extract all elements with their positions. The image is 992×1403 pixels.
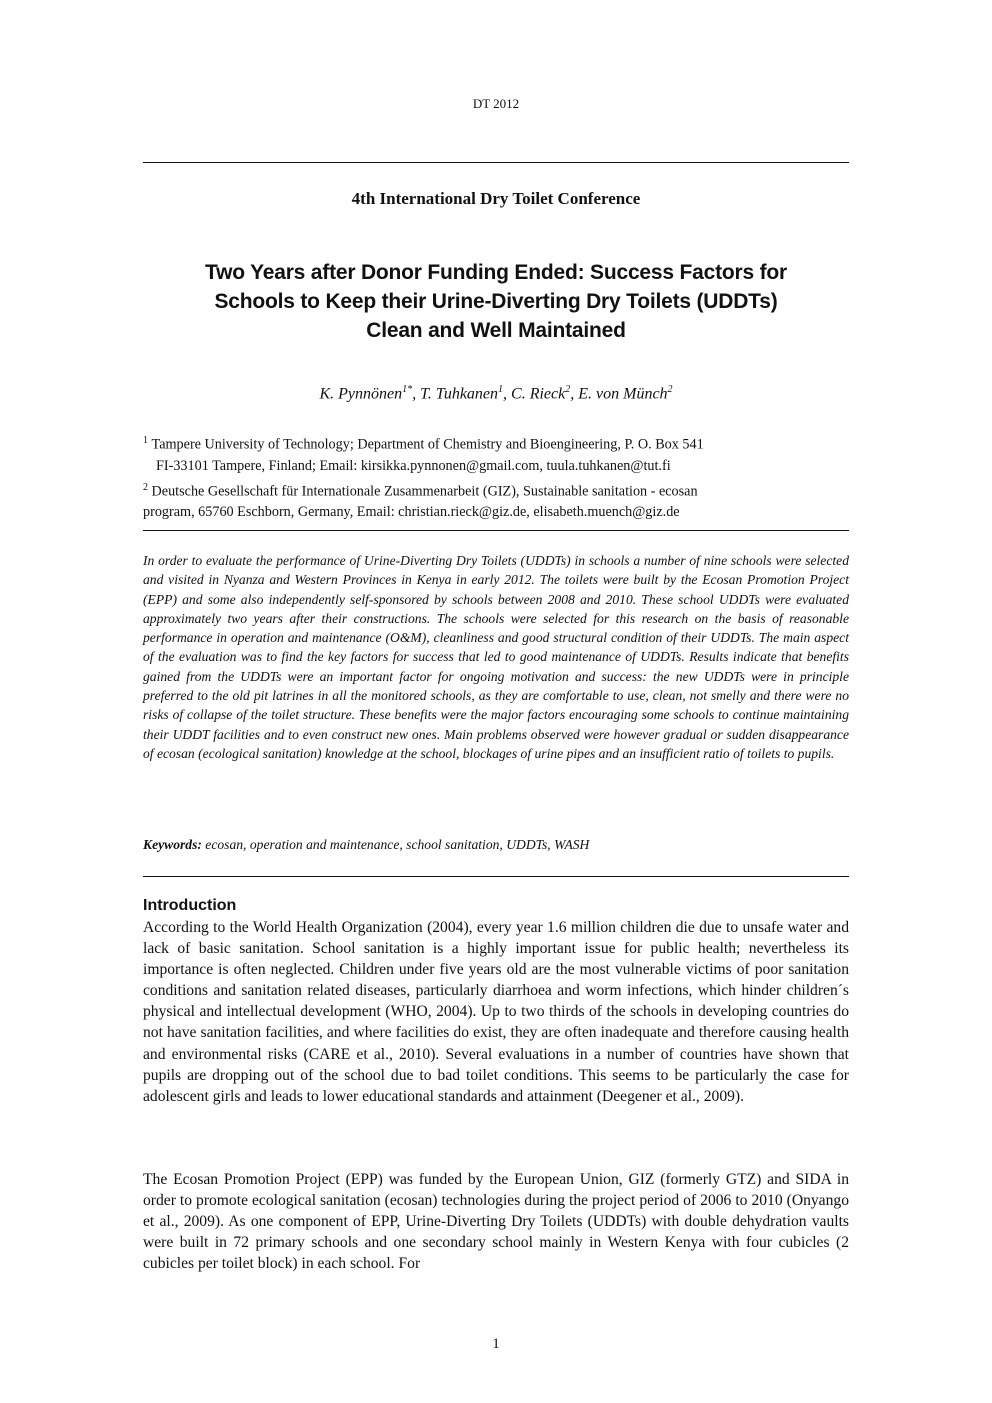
abstract-top-divider: [143, 530, 849, 531]
top-divider: [143, 162, 849, 163]
paper-title-line: Clean and Well Maintained: [366, 319, 626, 342]
author-name: C. Rieck: [511, 385, 566, 403]
paper-title: [143, 258, 849, 345]
abstract-bottom-divider: [143, 876, 849, 877]
author-affiliation-mark: 1: [498, 384, 504, 395]
affiliation-text: Deutsche Gesellschaft für Internationale Zusammenarbeit (GIZ), Sustainable sanitation - ecosan: [151, 483, 698, 500]
affiliation-mark: 1: [143, 435, 148, 446]
affiliation-text: Tampere University of Technology; Department of Chemistry and Bioengineering, P. O. Box 541: [151, 436, 704, 453]
affiliation-line: [143, 430, 849, 456]
paper-title-line: Two Years after Donor Funding Ended: Success Factors for: [205, 261, 787, 284]
affiliation-line: FI-33101 Tampere, Finland; Email: kirsikka.pynnonen@gmail.com, tuula.tuhkanen@tut.fi: [156, 457, 671, 474]
section-heading-introduction: Introduction: [143, 897, 237, 914]
author-affiliation-mark: 2: [667, 384, 673, 395]
affiliation-line: program, 65760 Eschborn, Germany, Email: christian.rieck@giz.de, elisabeth.muench@giz.de: [143, 504, 680, 521]
author-affiliation-mark: 1*: [402, 384, 413, 395]
conference-title: 4th International Dry Toilet Conference: [351, 189, 641, 208]
keywords-text: ecosan, operation and maintenance, school sanitation, UDDTs, WASH: [201, 837, 590, 852]
running-header: DT 2012: [472, 96, 520, 111]
author-separator: ,: [503, 385, 512, 403]
affiliation-line: [143, 477, 849, 503]
paper-title-line: Schools to Keep their Urine-Diverting Dry Toilets (UDDTs): [214, 290, 778, 313]
author-name: E. von Münch: [578, 385, 668, 403]
body-paragraph: According to the World Health Organization (2004), every year 1.6 million children die due to unsafe water and lack of basic sanitation. School sanitation is a highly important issue for public health; nevertheless its importance is often neglected. Children under five years old are the most vulnerable victims of poor sanitation conditions and sanitation related diseases, particularly diarrhoea and worm infections, which hinder children´s physical and intellectual development (WHO, 2004). Up to two thirds of the schools in developing countries do not have sanitation facilities, and where facilities do exist, they are often inadequate and therefore causing health and environmental risks (CARE et al., 2010). Several evaluations in a number of countries have shown that pupils are dropping out of the school due to bad toilet conditions. This seems to be particularly the case for adolescent girls and leads to lower educational standards and attainment (Deegener et al., 2009).: [143, 919, 849, 1105]
page-number: 1: [492, 1336, 500, 1352]
author-affiliation-mark: 2: [565, 384, 571, 395]
author-name: K. Pynnönen: [319, 385, 403, 403]
keywords: [143, 837, 849, 853]
author-list: [0, 384, 992, 403]
body-paragraph: The Ecosan Promotion Project (EPP) was funded by the European Union, GIZ (formerly GTZ) and SIDA in order to promote ecological sanitation (ecosan) technologies during the project period of 2006 to 2010 (Onyango et al., 2009). As one component of EPP, Urine-Diverting Dry Toilets (UDDTs) with double dehydration vaults were built in 72 primary schools and one secondary school mainly in Western Kenya with four cubicles (2 cubicles per toilet block) in each school. For: [143, 1171, 849, 1273]
author-separator: ,: [412, 385, 421, 403]
keywords-label: Keywords:: [143, 837, 202, 852]
author-name: T. Tuhkanen: [420, 385, 499, 403]
abstract-text: In order to evaluate the performance of Urine-Diverting Dry Toilets (UDDTs) in schools a number of nine schools were selected and visited in Nyanza and Western Provinces in Kenya in early 2012. The toilets were built by the Ecosan Promotion Project (EPP) and some also independently self-sponsored by schools between 2008 and 2010. These school UDDTs were evaluated approximately two years after their constructions. The schools were selected for this research on the basis of reasonable performance in operation and maintenance (O&M), cleanliness and good structural condition of their UDDTs. The main aspect of the evaluation was to find the key factors for success that led to good maintenance of UDDTs. Results indicate that benefits gained from the UDDTs were an important factor for ongoing motivation and success: the new UDDTs were in principle preferred to the old pit latrines in all the monitored schools, as they are comfortable to use, clean, not smelly and there were no risks of collapse of the toilet structure. These benefits were the major factors encouraging some schools to continue maintaining their UDDT facilities and to even construct new ones. Main problems observed were however gradual or sudden disappearance of ecosan (ecological sanitation) knowledge at the school, blockages of urine pipes and an insufficient ratio of toilets to pupils.: [143, 553, 849, 761]
affiliations: [143, 430, 849, 523]
affiliation-mark: 2: [143, 481, 148, 493]
author-separator: ,: [570, 385, 579, 403]
